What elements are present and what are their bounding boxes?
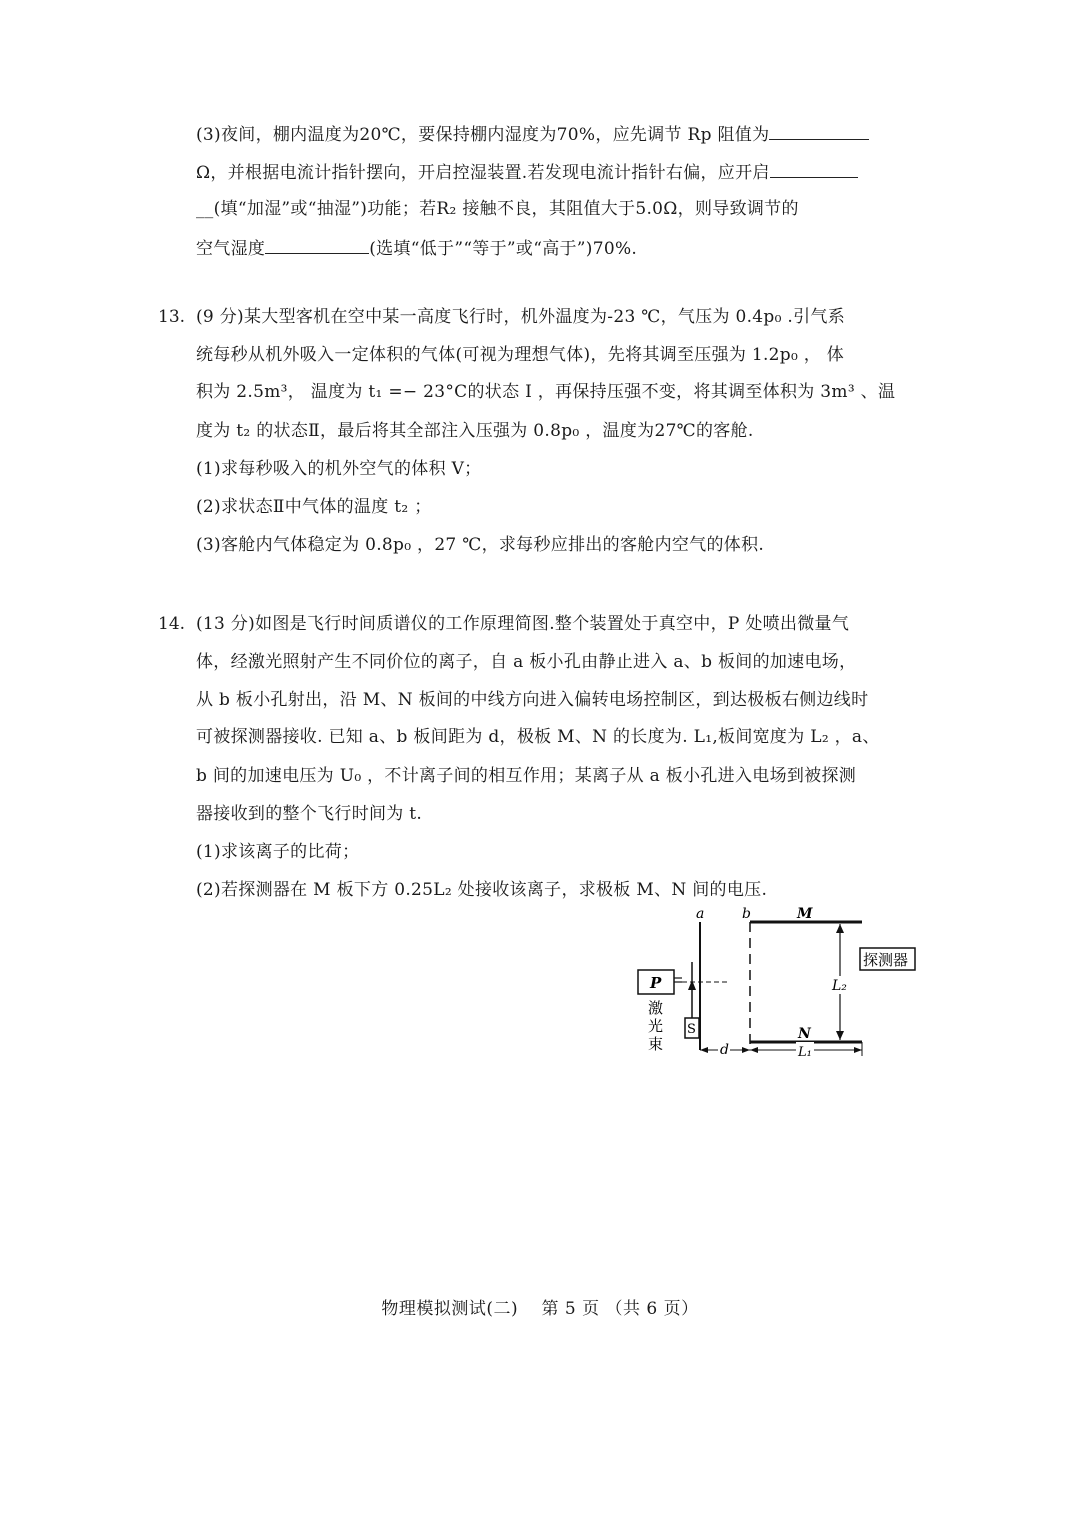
- label-b: b: [742, 906, 751, 922]
- question-14-sub-2: (2)若探测器在 M 板下方 0.25L₂ 处接收该离子，求极板 M、N 间的电压.: [196, 880, 768, 900]
- question-14-sub-1: (1)求该离子的比荷；: [196, 842, 360, 862]
- page-footer: 物理模拟测试(二) 第 5 页 （共 6 页）: [381, 1299, 699, 1319]
- label-l2: L₂: [832, 978, 847, 994]
- l2-arrow-up: [836, 924, 844, 933]
- label-l1: L₁: [798, 1045, 812, 1060]
- label-d: d: [720, 1042, 729, 1058]
- answer-blank-rp: [769, 121, 869, 140]
- question-14-line-2: 体，经激光照射产生不同价位的离子，自 a 板小孔由静止进入 a、b 板间的加速电场，: [196, 652, 857, 672]
- part3-line-1: (3)夜间，棚内温度为20℃，要保持棚内湿度为70%，应先调节 Rp 阻值为: [196, 121, 869, 147]
- label-p: P: [650, 974, 662, 992]
- question-13-sub-2: (2)求状态Ⅱ中气体的温度 t₂ ；: [196, 497, 432, 517]
- part3-line-3: __(填“加湿”或“抽湿”)功能；若R₂ 接触不良，其阻值大于5.0Ω，则导致调节的: [196, 199, 799, 219]
- answer-blank-function: [770, 159, 858, 178]
- answer-blank-humidity: [265, 235, 369, 254]
- question-14-line-6: 器接收到的整个飞行时间为 t.: [196, 804, 423, 824]
- label-laser-2: 光: [648, 1017, 664, 1035]
- question-14-line-4: 可被探测器接收. 已知 a、b 板间距为 d，极板 M、N 的长度为. L₁,板间宽度为 L₂ ，a、: [196, 727, 880, 747]
- question-13-sub-3: (3)客舱内气体稳定为 0.8p₀ ，27 ℃，求每秒应排出的客舱内空气的体积.: [196, 535, 765, 555]
- question-14-number: 14.: [158, 614, 186, 634]
- mass-spectrometer-diagram: [630, 900, 930, 1065]
- part3-line-2: Ω，并根据电流计指针摆向，开启控湿装置.若发现电流计指针右偏，应开启: [196, 159, 858, 185]
- l2-arrow-down: [836, 1031, 844, 1040]
- label-detector: 探测器: [863, 951, 909, 969]
- question-13-sub-1: (1)求每秒吸入的机外空气的体积 V；: [196, 459, 482, 479]
- question-14-line-1: (13 分)如图是飞行时间质谱仪的工作原理简图.整个装置处于真空中，P 处喷出微量气: [196, 614, 850, 634]
- question-13-number: 13.: [158, 307, 186, 327]
- label-s: S: [687, 1022, 696, 1037]
- label-n: N: [798, 1026, 811, 1042]
- label-laser-1: 激: [648, 999, 664, 1017]
- question-13-line-2: 统每秒从机外吸入一定体积的气体(可视为理想气体)，先将其调至压强为 1.2p₀ ， 体: [196, 345, 845, 365]
- part3-line-4: 空气湿度 (选填“低于”“等于”或“高于”)70%.: [196, 235, 637, 261]
- label-laser-3: 束: [648, 1035, 664, 1053]
- question-13-line-1: (9 分)某大型客机在空中某一高度飞行时，机外温度为-23 ℃，气压为 0.4p₀ .引气系: [196, 307, 846, 327]
- question-14-line-3: 从 b 板小孔射出，沿 M、N 板间的中线方向进入偏转电场控制区，到达极板右侧边线时: [196, 690, 869, 710]
- label-m: M: [797, 906, 813, 922]
- question-14-line-5: b 间的加速电压为 U₀ ，不计离子间的相互作用；某离子从 a 板小孔进入电场到被探测: [196, 766, 857, 786]
- label-a: a: [696, 906, 705, 922]
- question-13-line-3: 积为 2.5m³， 温度为 t₁ =− 23°C的状态 I ，再保持压强不变，将其调至体积为 3m³ 、温: [196, 382, 896, 402]
- question-13-line-4: 度为 t₂ 的状态Ⅱ，最后将其全部注入压强为 0.8p₀ ，温度为27℃的客舱.: [196, 421, 754, 441]
